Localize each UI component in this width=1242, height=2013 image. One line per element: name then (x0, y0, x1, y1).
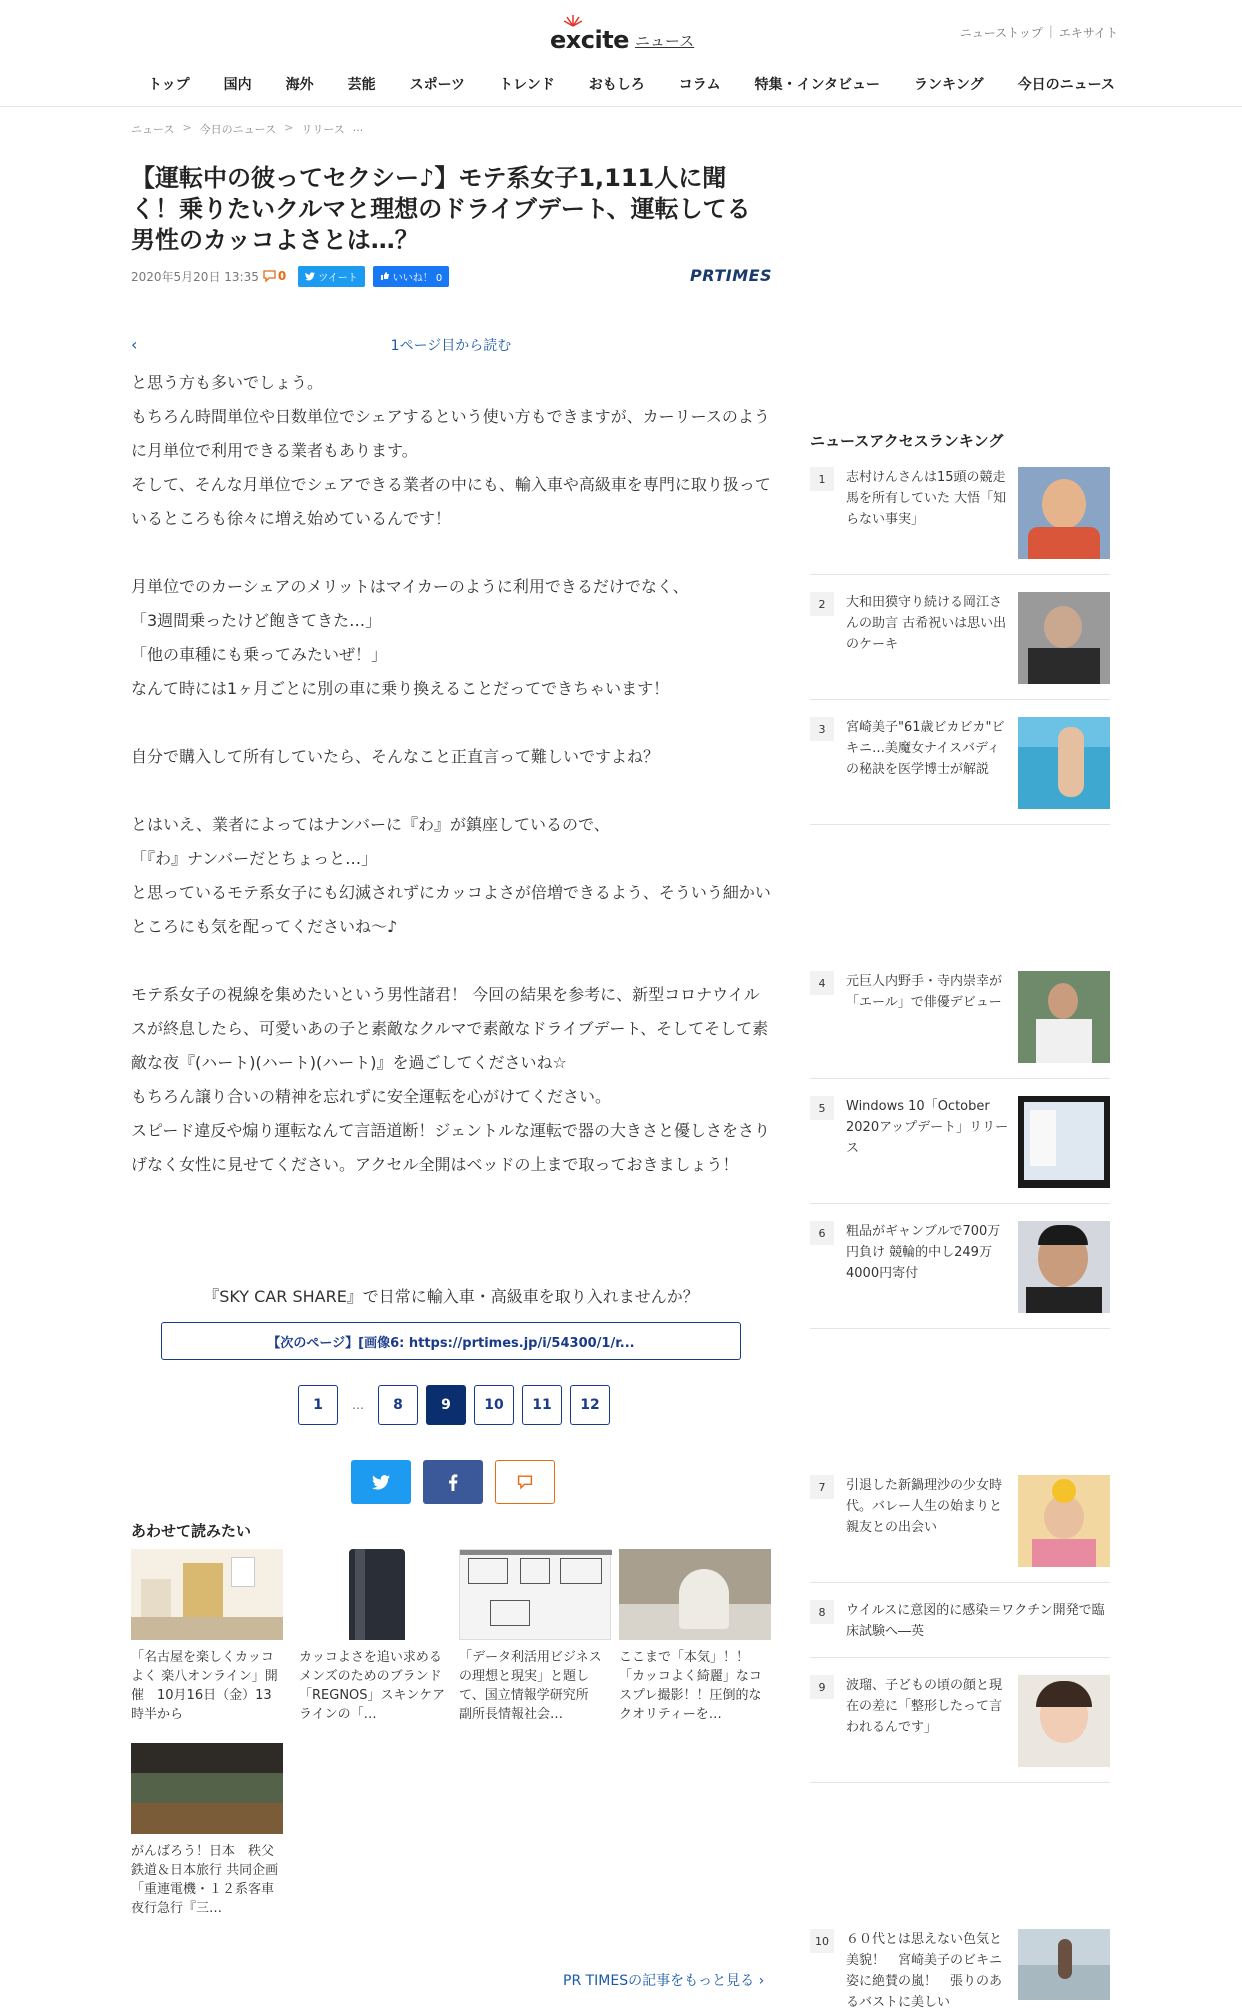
comment-button[interactable] (495, 1460, 555, 1504)
ranking-number: 3 (810, 717, 834, 741)
ranking-item-text: Windows 10「October 2020アップデート」リリース (846, 1099, 1009, 1156)
ranking-item[interactable] (810, 592, 1110, 700)
ranking-item-text: 志村けんさんは15頭の競走馬を所有していた 大悟「知らない事実」 (846, 470, 1007, 527)
lead-line: 『SKY CAR SHARE』で日常に輸入車・高級車を取り入れませんか？ (203, 1287, 699, 1306)
paragraph: とはいえ、業者によってはナンバーに『わ』が鎮座しているので、 (131, 815, 610, 834)
paragraph: もちろん譲り合いの精神を忘れずに安全運転を心がけてください。 (131, 1087, 612, 1106)
page-10[interactable]: 10 (474, 1385, 514, 1425)
ranking-number: 1 (810, 467, 834, 491)
nav-top[interactable]: トップ (148, 77, 190, 93)
paragraph-spacer (131, 706, 771, 740)
tweet-button[interactable] (298, 266, 365, 287)
related-item[interactable] (131, 1743, 283, 1918)
ranking-number: 2 (810, 592, 834, 616)
nav-overseas[interactable]: 海外 (285, 77, 314, 93)
ranking-item[interactable] (810, 1929, 1110, 2010)
share-twitter-button[interactable] (351, 1460, 411, 1504)
article-body (131, 366, 771, 1182)
paragraph-spacer (131, 944, 771, 978)
ranking-number: 8 (810, 1600, 834, 1624)
ranking-thumbnail (1018, 1929, 1110, 2000)
ranking-item[interactable] (810, 1221, 1110, 1329)
breadcrumb-release[interactable]: リリース (301, 123, 345, 136)
ranking-item-text: 元巨人内野手・寺内崇幸が「エール」で俳優デビュー (846, 974, 1003, 1010)
paragraph-spacer (131, 536, 771, 570)
related-thumbnail (459, 1549, 611, 1640)
breadcrumb-today[interactable]: 今日のニュース (199, 123, 277, 136)
site-logo[interactable] (550, 14, 694, 54)
twitter-bird-icon (372, 1475, 390, 1490)
pagination (298, 1385, 610, 1425)
more-prtimes-label: PR TIMESの記事をもっと見る (563, 1973, 755, 1989)
chevron-left-icon: ‹ (131, 335, 138, 354)
page-12[interactable]: 12 (570, 1385, 610, 1425)
ranking-thumbnail (1018, 467, 1110, 559)
share-facebook-button[interactable] (423, 1460, 483, 1504)
top-links (960, 24, 1118, 41)
ranking-number: 5 (810, 1096, 834, 1120)
paragraph: 「他の車種にも乗ってみたいぜ！」 (131, 645, 388, 664)
ranking-item[interactable] (810, 467, 1110, 575)
ranking-item-text: 引退した新鍋理沙の少女時代。バレー人生の始まりと親友との出会い (846, 1478, 1003, 1535)
paragraph-spacer (131, 774, 771, 808)
read-from-first-page-link[interactable] (131, 335, 771, 355)
ranking-thumbnail (1018, 592, 1110, 684)
ranking-item-text: 波瑠、子どもの頃の顔と現在の差に「整形したって言われるんです」 (846, 1678, 1003, 1735)
related-item-text: がんばろう！日本 秩父鉄道＆日本旅行 共同企画「重連電機・１２系客車 夜行急行『三… (131, 1844, 279, 1916)
ranking-number: 10 (810, 1929, 834, 1953)
excite-link[interactable]: エキサイト (1058, 26, 1118, 40)
paragraph: スピード違反や煽り運転なんて言語道断！ジェントルな運転で器の大きさと優しさをさりげなく女性に見せてください。アクセル全開はベッドの上まで取っておきましょう！ (131, 1121, 771, 1174)
ranking-item[interactable] (810, 1475, 1110, 1583)
breadcrumb-arrow: > (182, 121, 192, 134)
ranking-thumbnail (1018, 1675, 1110, 1767)
comment-icon (517, 1475, 533, 1489)
page-9-current[interactable]: 9 (426, 1385, 466, 1425)
paragraph: 「『わ』ナンバーだとちょっと…」 (131, 849, 378, 868)
page-1[interactable]: 1 (298, 1385, 338, 1425)
global-nav (131, 74, 1132, 94)
paragraph: もちろん時間単位や日数単位でシェアするという使い方もできますが、カーリースのように月単位で利用できる業者もあります。 (131, 407, 770, 460)
breadcrumb (131, 121, 363, 137)
ranking-item-text: ウイルスに意図的に感染＝ワクチン開発で臨床試験へ―英 (846, 1603, 1105, 1639)
next-page-button[interactable]: 【次のページ】[画像6: https://prtimes.jp/i/54300/1/r... (161, 1322, 741, 1360)
divider: | (1048, 24, 1053, 38)
ranking-number: 7 (810, 1475, 834, 1499)
nav-funny[interactable]: おもしろ (588, 77, 645, 93)
paragraph: 自分で購入して所有していたら、そんなこと正直言って難しいですよね？ (131, 747, 660, 766)
ranking-number: 4 (810, 971, 834, 995)
nav-ranking[interactable]: ランキング (914, 77, 984, 93)
breadcrumb-arrow: > (284, 121, 294, 134)
paragraph: と思う方も多いでしょう。 (131, 373, 324, 392)
ranking-thumbnail (1018, 971, 1110, 1063)
nav-trend[interactable]: トレンド (499, 77, 555, 93)
more-prtimes-link[interactable] (563, 1970, 764, 1990)
ranking-item[interactable] (810, 1600, 1110, 1658)
ranking-item[interactable] (810, 717, 1110, 825)
logo-burst-icon (563, 14, 583, 26)
ranking-item[interactable] (810, 1096, 1110, 1204)
comment-count: 0 (277, 269, 287, 283)
breadcrumb-news[interactable]: ニュース (131, 123, 175, 136)
ranking-item[interactable] (810, 1675, 1110, 1783)
like-button[interactable] (373, 266, 450, 287)
nav-sports[interactable]: スポーツ (409, 77, 466, 93)
related-item-text: カッコよさを追い求めるメンズのためのブランド「REGNOS」スキンケアラインの「… (299, 1650, 446, 1722)
related-item[interactable] (459, 1549, 611, 1724)
related-title: あわせて読みたい (131, 1522, 252, 1540)
ranking-number: 9 (810, 1675, 834, 1699)
ranking-title: ニュースアクセスランキング (810, 432, 1004, 450)
related-thumbnail (619, 1549, 771, 1640)
article-title: 【運転中の彼ってセクシー♪】モテ系女子1,111人に聞く！乗りたいクルマと理想のドライブデート、運転してる男性のカッコよさとは…？ (131, 164, 751, 254)
share-buttons (351, 1460, 555, 1504)
related-item-text: 「名古屋を楽しくカッコよく 楽八オンライン」開催 10月16日（金）13時半から (131, 1650, 278, 1722)
page-11[interactable]: 11 (522, 1385, 562, 1425)
logo-excite: excite (550, 26, 629, 54)
related-item-text: ここまで「本気」！！「カッコよく綺麗」なコスプレ撮影！！圧倒的なクオリティーを… (619, 1650, 762, 1722)
paragraph: なんて時には1ヶ月ごとに別の車に乗り換えることだってできちゃいます！ (131, 679, 670, 698)
ranking-number: 6 (810, 1221, 834, 1245)
nav-column[interactable]: コラム (678, 77, 721, 93)
nav-feature[interactable]: 特集・インタビュー (754, 77, 881, 93)
paragraph: モテ系女子の視線を集めたいという男性諸君！ 今回の結果を参考に、新型コロナウイルスが終息したら、可愛いあの子と素敵なクルマで素敵なドライブデート、そしてそして素敵な夜『(ハート)(ハート)(ハート)』を過ごしてくださいね☆ (131, 985, 769, 1072)
paragraph: と思っているモテ系女子にも幻滅されずにカッコよさが倍増できるよう、そういう細かいところにも気を配ってくださいね～♪ (131, 883, 771, 936)
ranking-thumbnail (1018, 717, 1110, 809)
like-label: いいね！ 0 (392, 272, 443, 284)
article-meta (131, 266, 449, 286)
comment-icon (263, 270, 276, 282)
nav-today[interactable]: 今日のニュース (1017, 77, 1115, 93)
chevron-right-icon: › (758, 1973, 765, 1989)
page-8[interactable]: 8 (378, 1385, 418, 1425)
article-date: 2020年5月20日 13:35 (131, 269, 259, 284)
thumbs-up-icon (380, 271, 390, 281)
logo-news: ニュース (634, 32, 695, 50)
related-item-text: 「データ利活用ビジネスの理想と現実」と題して、国立情報学研究所 副所長情報社会… (459, 1650, 602, 1722)
ranking-item-text: 宮崎美子"61歳ビカビカ"ビキニ…美魔女ナイスバディの秘訣を医学博士が解説 (846, 720, 1005, 777)
tweet-label: ツイート (318, 272, 358, 284)
ranking-thumbnail (1018, 1221, 1110, 1313)
nav-entertainment[interactable]: 芸能 (347, 77, 376, 93)
nav-domestic[interactable]: 国内 (223, 77, 252, 93)
ranking-item[interactable] (810, 971, 1110, 1079)
ranking-thumbnail (1018, 1096, 1110, 1188)
paragraph: 月単位でのカーシェアのメリットはマイカーのように利用できるだけでなく、 (131, 577, 689, 596)
related-thumbnail (131, 1743, 283, 1834)
ranking-thumbnail (1018, 1475, 1110, 1567)
news-top-link[interactable]: ニューストップ (959, 26, 1043, 40)
related-item[interactable] (131, 1549, 283, 1724)
read-from-first-page-label: 1ページ目から読む (390, 338, 512, 354)
ranking-item-text: 粗品がギャンブルで700万円負け 競輪的中し249万4000円寄付 (846, 1224, 1001, 1281)
breadcrumb-current: ... (352, 121, 364, 134)
related-item[interactable] (299, 1549, 451, 1724)
related-thumbnail (299, 1549, 451, 1640)
ranking-item-text: 大和田獏守り続ける岡江さんの助言 古希祝いは思い出のケーキ (846, 595, 1007, 652)
paragraph: 「3週間乗ったけど飽きてきた…」 (131, 611, 382, 630)
site-header (0, 0, 1242, 107)
comment-count-link[interactable] (263, 269, 286, 283)
paragraph: そして、そんな月単位でシェアできる業者の中にも、輸入車や高級車を専門に取り扱っているところも徐々に増え始めているんです！ (131, 475, 771, 528)
related-item[interactable] (619, 1549, 771, 1724)
ranking-item-text: ６０代とは思えない色気と美貌！ 宮崎美子のビキニ姿に絶賛の嵐！ 張りのあるバストに美しい (846, 1932, 1003, 2010)
facebook-f-icon (448, 1474, 458, 1491)
page-ellipsis: … (352, 1398, 364, 1412)
related-thumbnail (131, 1549, 283, 1640)
twitter-bird-icon (305, 272, 315, 281)
prtimes-logo[interactable]: PRTIMES (690, 266, 773, 285)
